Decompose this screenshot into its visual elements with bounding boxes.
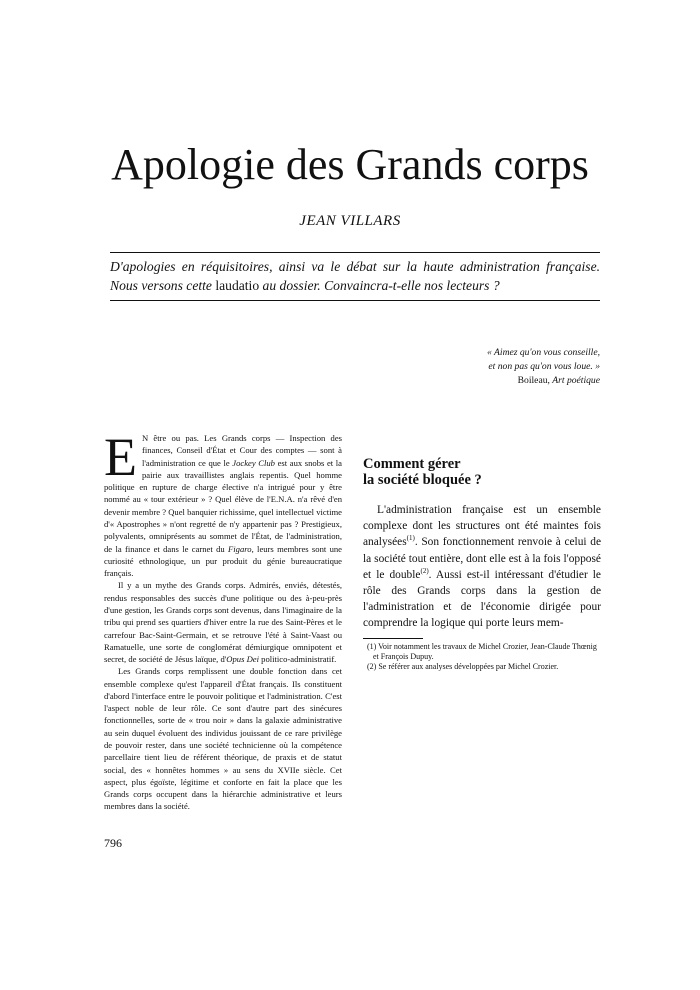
- paragraph-2-text-b: politico-administratif.: [259, 654, 337, 665]
- article-title: Apologie des Grands corps: [111, 140, 589, 189]
- epigraph: [300, 346, 600, 388]
- footnote-ref-1: (1): [406, 534, 415, 543]
- footnote-ref-2: (2): [420, 567, 429, 576]
- paragraph-4-text-b: . Son fonctionnement renvoie à celui de la société tout entière, dont elle est à la fois l'opposé et le double: [363, 536, 601, 581]
- paragraph-1-text-b: est aux snobs et la pairie aux travaillistes anglais repentis. Quel homme politique en rupture de charge élective n'a intrigué pour y être nommé au « tour extérieur » ? Quel élève de l'E.N.A. n'a rêvé d'en devenir membre ? Quel banquier richissime, quel intellectuel victime d'« Apostrophes » n'ont regretté de n'y appartenir pas ? Prestigieux, polyvalents, omniprésents au sommet de l'État, de l'administration, de la finance et dans le carnet du: [104, 457, 342, 554]
- chapo-text-1: D'apologies en réquisitoires, ainsi va le débat sur la haute administration française. Nous versons cette: [110, 259, 600, 293]
- section-heading-line-1: Comment gérer: [363, 456, 461, 472]
- footnotes: [363, 642, 601, 672]
- chapo-text-2: au dossier. Convaincra-t-elle nos lecteurs ?: [259, 277, 500, 293]
- paragraph-2-text-a: Il y a un mythe des Grands corps. Admirés, enviés, détestés, rendus responsables des succès d'une politique ou des à-peu-près d'une gestion, les Grands corps sont devenus, dans l'imaginaire de la tribu qui prend ses quartiers d'hiver entre la rue des Saint-Pères et le carrefour Bac-Saint-Germain, et se retrouve l'été à Saint-Vaast ou Ramatuelle, une sorte de conglomérat démiurgique omnipotent et secret, de société de Jésus laïque, d': [104, 580, 342, 665]
- paragraph-2: [104, 579, 342, 665]
- epigraph-line-1: « Aimez qu'on vous conseille,: [487, 347, 600, 358]
- epigraph-source: [300, 374, 600, 388]
- section-heading-line-2: la société bloquée ?: [363, 472, 482, 488]
- chapo: [110, 258, 600, 295]
- epigraph-source-author: Boileau,: [517, 375, 553, 386]
- paragraph-3: [104, 665, 342, 812]
- drop-cap: E: [104, 427, 137, 487]
- paragraph-1-text-c: , leurs membres sont une curiosité ethnologique, un pur produit du génie bureaucratique français.: [104, 543, 342, 579]
- paragraph-3-text: Les Grands corps remplissent une double fonction dans cet ensemble complexe qu'est l'appareil d'État français. Ils constituent d'abord l'interface entre le pouvoir politique et l'administration. C'est l'aspect noble de leur rôle. Ce sont d'autre part des sinécures fonctionnelles, sorte de « trou noir » dans la galaxie administrative au sein duquel évoluent des individus jouissant de ce rare privilège de pouvoir rester, dans une société technicienne où la compétence parcellaire tient lieu de référent théorique, de praxis et de statut social, des « honnêtes hommes » au sens du: [104, 666, 342, 775]
- epigraph-line-2: et non pas qu'on vous loue. »: [488, 361, 600, 372]
- paragraph-4-text-a: L'administration française est un ensemble complexe dont les structures ont été maintes fois analysées: [363, 504, 601, 549]
- century: XVIIe: [277, 764, 300, 775]
- epigraph-source-work: Art poétique: [552, 375, 600, 386]
- paragraph-4-text-c: . Aussi est-il intéressant d'étudier le rôle des Grands corps dans la gestion de l'administration et de l'économie dirigée pour comprendre la logique qui porte leurs mem-: [363, 568, 601, 630]
- jockey-club: Jockey Club: [232, 457, 275, 468]
- right-column: [363, 432, 601, 672]
- chapo-top-rule: [110, 252, 600, 253]
- chapo-laudatio: laudatio: [215, 277, 260, 293]
- paragraph-1: [104, 427, 342, 579]
- author-name: JEAN VILLARS: [299, 213, 401, 229]
- section-heading: [363, 456, 601, 488]
- left-column: [104, 427, 342, 813]
- page-number: 796: [104, 836, 122, 850]
- footnote-1: (1) Voir notamment les travaux de Michel Crozier, Jean-Claude Thœnig et François Dupuy.: [367, 641, 597, 661]
- opus-dei: Opus Dei: [226, 654, 259, 665]
- paragraph-3-text-b: siècle. Cet aspect, plus égoïste, légitime et conforte en fait la place que les Grands corps occupent dans la hiérarchie administrative et leurs membres dans la société.: [104, 764, 342, 812]
- paragraph-4: [363, 502, 601, 632]
- footnote-rule: [363, 638, 423, 639]
- paragraph-1-text-a: N être ou pas. Les Grands corps — Inspection des finances, Conseil d'État et Cour des comptes — sont à l'administration ce que le: [142, 433, 342, 468]
- chapo-bottom-rule: [110, 300, 600, 301]
- footnote-2: (2) Se référer aux analyses développées par Michel Crozier.: [367, 661, 559, 671]
- figaro: Figaro: [228, 543, 252, 554]
